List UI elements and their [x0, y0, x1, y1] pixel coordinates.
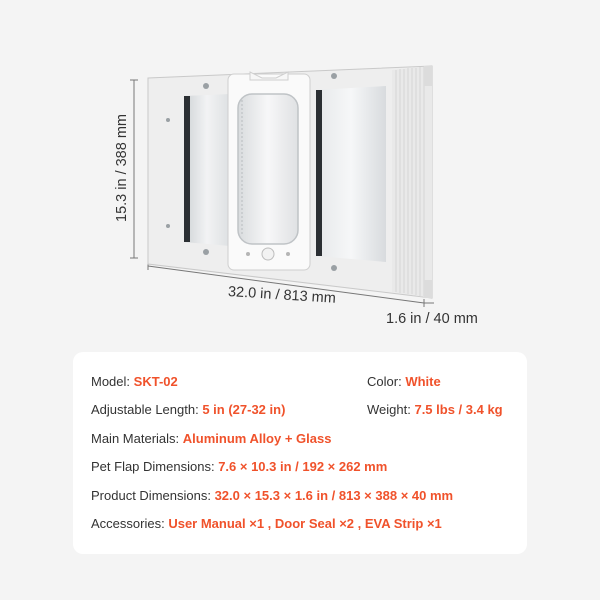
spec-label: Pet Flap Dimensions:	[91, 459, 215, 474]
spec-label: Color:	[367, 374, 402, 389]
spec-accessories	[91, 516, 442, 531]
spec-value: SKT-02	[133, 374, 178, 389]
spec-label: Product Dimensions:	[91, 488, 211, 503]
spec-adjustable-length	[91, 402, 285, 417]
height-dimension-label: 15.3 in / 388 mm	[114, 114, 130, 222]
spec-value: 7.5 lbs / 3.4 kg	[414, 402, 503, 417]
spec-label: Adjustable Length:	[91, 402, 199, 417]
spec-value: Aluminum Alloy + Glass	[182, 431, 332, 446]
spec-card	[73, 352, 527, 554]
spec-label: Model:	[91, 374, 131, 389]
spec-label: Weight:	[367, 402, 411, 417]
width-dimension-label: 32.0 in / 813 mm	[227, 284, 337, 307]
spec-value: 5 in (27-32 in)	[202, 402, 286, 417]
spec-materials	[91, 431, 331, 446]
spec-label: Accessories:	[91, 516, 165, 531]
spec-value: 7.6 × 10.3 in / 192 × 262 mm	[218, 459, 388, 474]
depth-dimension-label: 1.6 in / 40 mm	[386, 311, 478, 327]
spec-label: Main Materials:	[91, 431, 180, 446]
spec-value: White	[405, 374, 441, 389]
spec-value: 32.0 × 15.3 × 1.6 in / 813 × 388 × 40 mm	[214, 488, 454, 503]
spec-product-dimensions	[91, 488, 453, 503]
spec-pet-flap-dimensions	[91, 459, 387, 474]
spec-value: User Manual ×1 , Door Seal ×2 , EVA Strip ×1	[168, 516, 442, 531]
spec-model	[91, 374, 178, 389]
spec-weight	[367, 402, 503, 417]
spec-color	[367, 374, 441, 389]
